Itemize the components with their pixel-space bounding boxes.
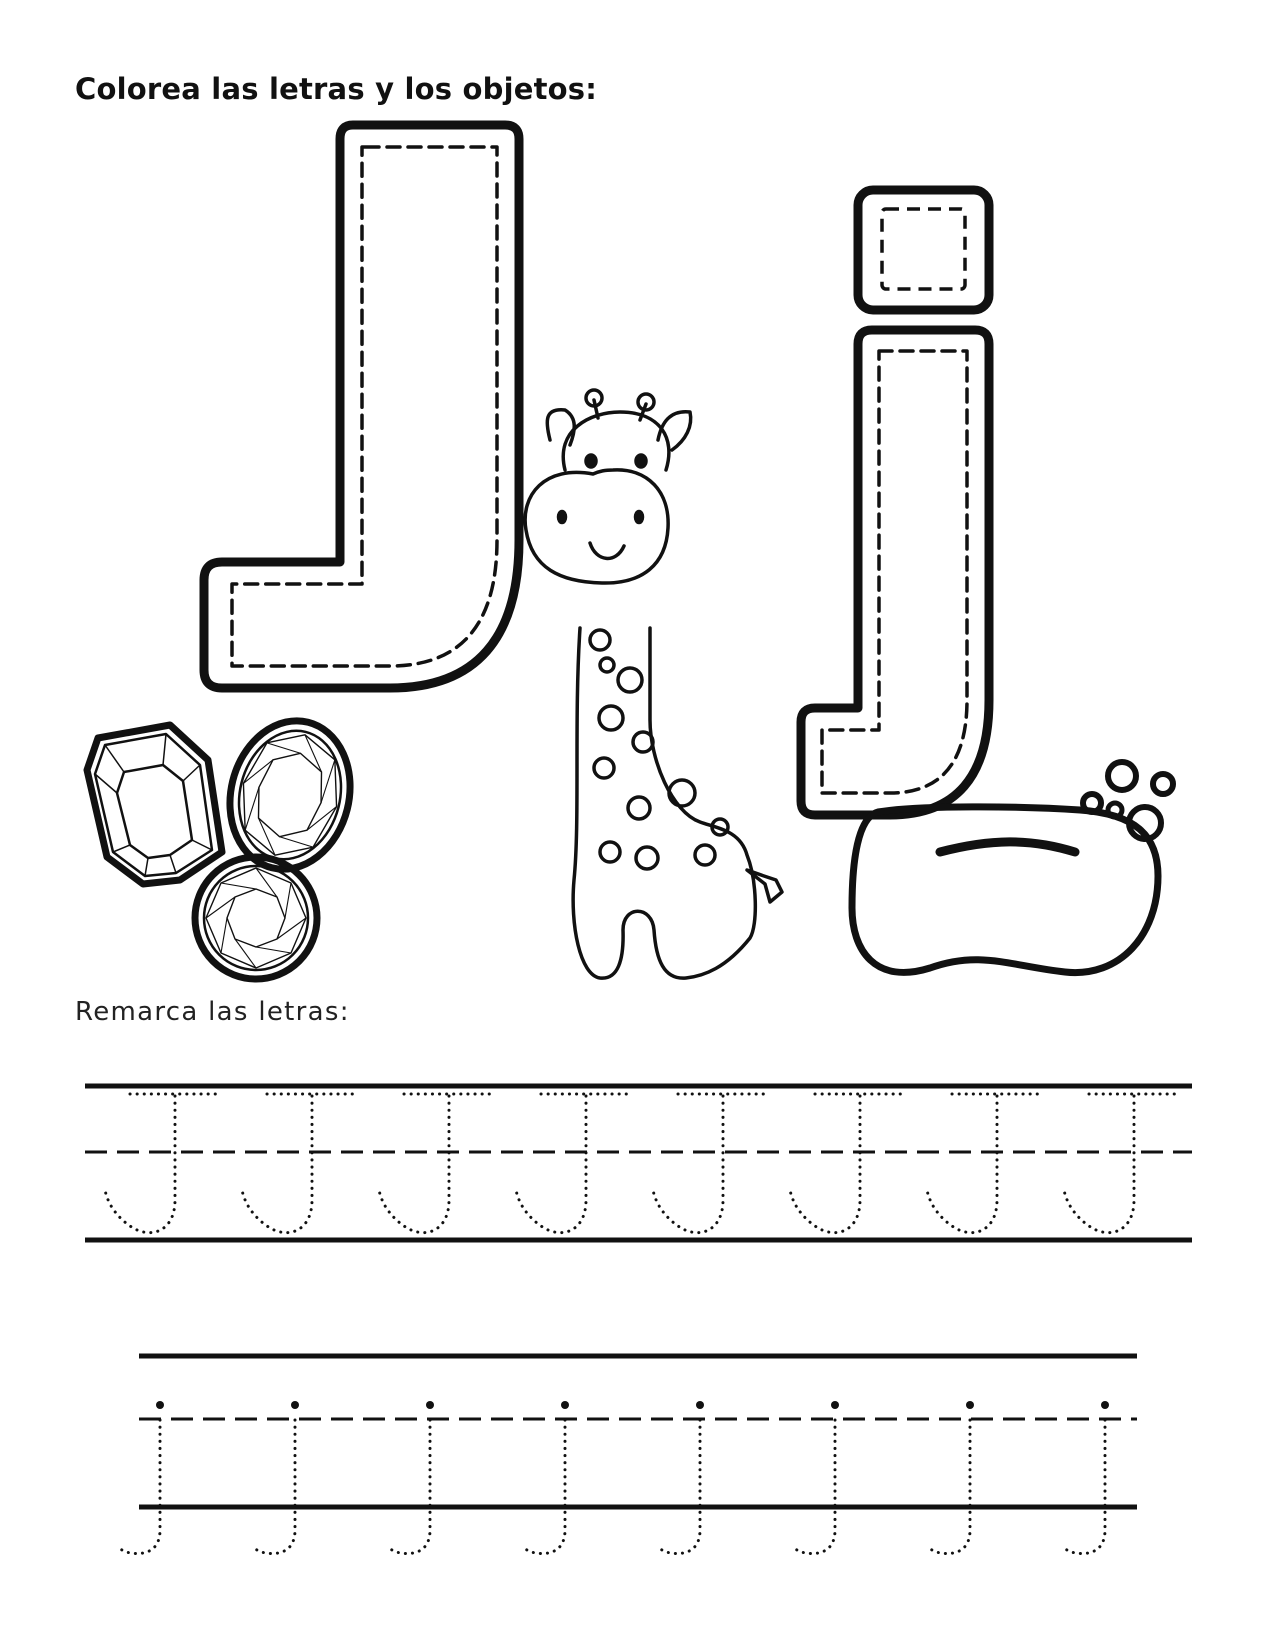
traceable-uppercase-j bbox=[790, 1094, 905, 1233]
traceable-lowercase-j bbox=[656, 1401, 704, 1553]
lowercase-j-stem-outline bbox=[801, 330, 989, 815]
traceable-lowercase-j bbox=[116, 1401, 164, 1553]
traceable-lowercase-j bbox=[386, 1401, 434, 1553]
jelly-bean-illustration bbox=[852, 762, 1173, 973]
traceable-lowercase-j bbox=[926, 1401, 974, 1553]
giraffe-illustration bbox=[525, 390, 782, 978]
traceable-lowercase-j bbox=[521, 1401, 569, 1553]
lowercase-j-dot-outline bbox=[858, 190, 989, 310]
jewels-illustration bbox=[87, 708, 365, 979]
traceable-uppercase-j bbox=[1064, 1094, 1179, 1233]
uppercase-tracing-row bbox=[85, 1086, 1192, 1240]
traceable-uppercase-j bbox=[927, 1094, 1042, 1233]
traceable-lowercase-j bbox=[251, 1401, 299, 1553]
oval-gem bbox=[215, 708, 366, 882]
traceable-uppercase-j bbox=[379, 1094, 494, 1233]
traceable-uppercase-j bbox=[242, 1094, 357, 1233]
traceable-uppercase-j bbox=[516, 1094, 631, 1233]
traceable-lowercase-j bbox=[791, 1401, 839, 1553]
traceable-uppercase-j bbox=[105, 1094, 220, 1233]
worksheet-title: Colorea las letras y los objetos: bbox=[75, 72, 598, 106]
round-gem bbox=[195, 857, 317, 979]
traceable-lowercase-j bbox=[1061, 1401, 1109, 1553]
uppercase-j-outline bbox=[204, 125, 519, 688]
emerald-jewel bbox=[87, 725, 222, 884]
traceable-uppercase-j bbox=[653, 1094, 768, 1233]
lowercase-tracing-row bbox=[116, 1356, 1137, 1553]
trace-instruction: Remarca las letras: bbox=[75, 997, 350, 1027]
